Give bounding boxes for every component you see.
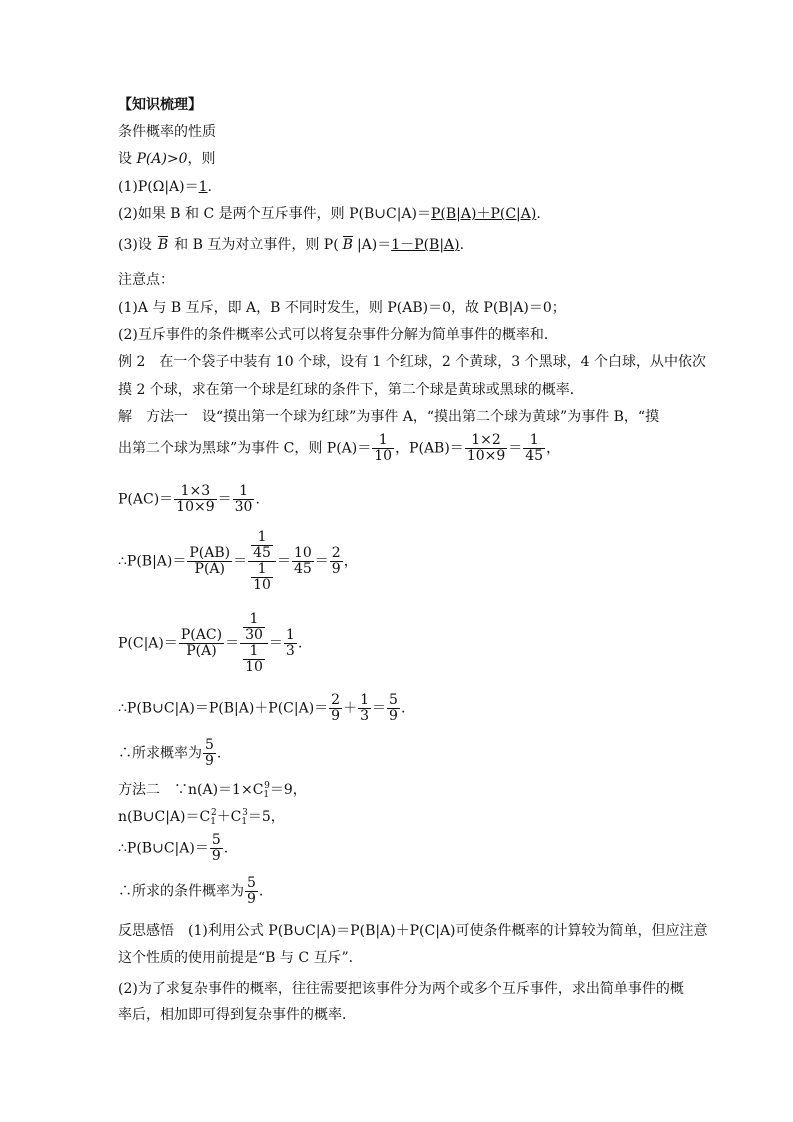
period: . [255, 491, 260, 508]
equals: ＝ [268, 635, 283, 652]
fraction-pac: $\frac{1}{30}$ [234, 483, 253, 515]
prop1-pre: (1)P(Ω|A)＝ [118, 179, 199, 195]
therefore-symbol: ∴ [118, 553, 127, 570]
answer-line-1 [118, 738, 221, 769]
comb2-sub: 1 [210, 817, 216, 827]
equals: ＝ [217, 491, 232, 508]
period: . [297, 635, 303, 652]
period: . [216, 745, 222, 762]
reflection-line-3: (2)为了求复杂事件的概率，往往需要把该事件分为两个或多个互斥事件，求出简单事件的概 [118, 981, 684, 997]
property-3 [118, 236, 464, 252]
m2-pbuc: P(B∪C|A)＝ [126, 840, 209, 857]
fraction-pab-raw: $\frac{1\times 2}{10\times 9}$ [466, 432, 506, 464]
answer-line-2 [118, 876, 263, 907]
method2-line-1 [118, 782, 307, 800]
prop3-mid2: |A)＝ [356, 237, 392, 253]
prop2-post: . [536, 206, 541, 222]
period: . [223, 840, 229, 857]
property-2 [118, 207, 541, 221]
solution-pca-line [118, 612, 302, 675]
comma: ， [343, 553, 358, 570]
reflection-line-2: 这个性质的使用前提是“B 与 C 互斥”． [118, 950, 363, 966]
therefore-symbol: ∴ [118, 883, 132, 900]
period: . [258, 883, 264, 900]
fraction-5-9: $\frac{5}{9}$ [389, 692, 398, 724]
m2-l2-pre: n(B∪C|A)＝C [118, 809, 211, 825]
intro-line [118, 152, 216, 166]
complex-fraction-1: $\frac{\frac{1}{45}}{\frac{1}{10}}$ [248, 530, 276, 593]
solution-pac-line [118, 484, 260, 515]
pac-label: P(AC)＝ [118, 491, 174, 508]
prop3-mid: 和 B 互为对立事件，则 P( [174, 237, 339, 253]
m2-pre: 方法二 ∵n(A)＝1×C [118, 782, 264, 798]
solution-line-2 [118, 433, 560, 464]
pba-label: P(B|A)＝ [126, 553, 187, 570]
comma: ， [546, 440, 561, 457]
equals: ＝ [276, 553, 291, 570]
therefore-symbol: ∴ [118, 745, 132, 762]
comb3-sub: 1 [241, 817, 248, 827]
b-complement-1: B [157, 237, 169, 253]
b-complement-2: B [342, 237, 353, 253]
section-subtitle: 条件概率的性质 [118, 124, 216, 140]
reflection-line-4: 率后，相加即可得到复杂事件的概率． [118, 1007, 356, 1023]
sol-l2-pre: 出第二个球为黑球”为事件 C，则 P(A)＝ [118, 440, 372, 457]
comb3-sup: 3 [242, 808, 248, 818]
sol-l2-mid: ，P(AB)＝ [395, 440, 464, 457]
prop3-post: . [459, 237, 465, 253]
equals: ＝ [372, 700, 387, 717]
equals: ＝ [508, 440, 523, 457]
prop1-post: . [207, 179, 212, 195]
comb-sub: 1 [263, 790, 270, 800]
intro-expr: P(A)>0 [136, 151, 188, 167]
equals: ＝ [225, 635, 240, 652]
example-line-2: 摸 2 个球，求在第一个球是红球的条件下，第二个球是黄球或黑球的概率． [118, 382, 584, 398]
prop2-pre: (2)如果 B 和 C 是两个互斥事件，则 P(B∪C|A)＝ [118, 206, 431, 222]
fraction-1-3: $\frac{1}{3}$ [360, 692, 370, 724]
note-1: (1)A 与 B 互斥，即 A，B 不同时发生，则 P(AB)＝0，故 P(B|A)＝0； [118, 300, 566, 316]
fraction-5-9: $\frac{5}{9}$ [247, 875, 256, 907]
plus: ＋ [343, 700, 358, 717]
equals: ＝ [314, 553, 329, 570]
therefore-symbol: ∴ [118, 700, 127, 717]
prop2-answer: P(B|A)＋P(C|A) [430, 206, 537, 222]
answer2-text: 所求的条件概率为 [132, 883, 244, 900]
section-heading: 【知识梳理】 [118, 97, 202, 113]
fraction-pab: $\frac{1}{45}$ [525, 432, 544, 464]
note-2: (2)互斥事件的条件概率公式可以将复杂事件分解为简单事件的概率和． [118, 327, 558, 343]
prop3-answer: 1－P(B|A) [391, 237, 460, 253]
prop1-answer: 1 [198, 179, 208, 195]
pbuc-label: P(B∪C|A)＝P(B|A)＋P(C|A)＝ [126, 700, 329, 717]
complex-fraction-2: $\frac{\frac{1}{30}}{\frac{1}{10}}$ [240, 612, 268, 675]
notes-title: 注意点： [118, 272, 174, 288]
equals: ＝ [233, 553, 248, 570]
property-1 [118, 180, 212, 194]
reflection-line-1: 反思感悟 (1)利用公式 P(B∪C|A)＝P(B|A)＋P(C|A)可使条件概率的计算较为简单，但应注意 [118, 923, 708, 939]
solution-pba-line [118, 530, 358, 593]
fraction-pac-over-pa: $\frac{P(AC)}{P(A)}$ [180, 627, 223, 659]
answer1-text: 所求概率为 [132, 745, 202, 762]
m2-l2-mid: ＋C [216, 809, 242, 825]
comb-sup: 9 [264, 781, 270, 791]
comb2-sup: 2 [210, 808, 217, 818]
pca-label: P(C|A)＝ [118, 635, 178, 652]
solution-line-1: 解 方法一 设“摸出第一个球为红球”为事件 A，“摸出第二个球为黄球”为事件 B，“摸 [118, 409, 660, 425]
fraction-pab-over-pa: $\frac{P(AB)}{P(A)}$ [189, 545, 231, 577]
fraction-1-3: $\frac{1}{3}$ [285, 627, 295, 659]
fraction-pa: $\frac{1}{10}$ [374, 432, 393, 464]
method2-line-3 [118, 833, 228, 864]
intro-pre: 设 [118, 151, 137, 167]
method2-line-2 [118, 809, 285, 827]
fraction-2-9: $\frac{2}{9}$ [331, 545, 341, 577]
fraction-pac-raw: $\frac{1\times 3}{10\times 9}$ [176, 483, 215, 515]
therefore-symbol: ∴ [118, 840, 127, 857]
example-line-1: 例 2 在一个袋子中装有 10 个球，设有 1 个红球，2 个黄球，3 个黑球，4 个白球，从中依次 [118, 354, 706, 370]
intro-post: ，则 [187, 151, 216, 167]
solution-pbuc-line [118, 693, 405, 724]
m2-l2-post: ＝5， [247, 809, 285, 825]
fraction-5-9: $\frac{5}{9}$ [205, 737, 214, 769]
prop3-pre: (3)设 [118, 237, 152, 253]
period: . [400, 700, 406, 717]
fraction-2-9: $\frac{2}{9}$ [331, 692, 341, 724]
fraction-5-9: $\frac{5}{9}$ [211, 832, 221, 864]
m2-post: ＝9， [269, 782, 307, 798]
fraction-10-45: $\frac{10}{45}$ [293, 545, 312, 577]
